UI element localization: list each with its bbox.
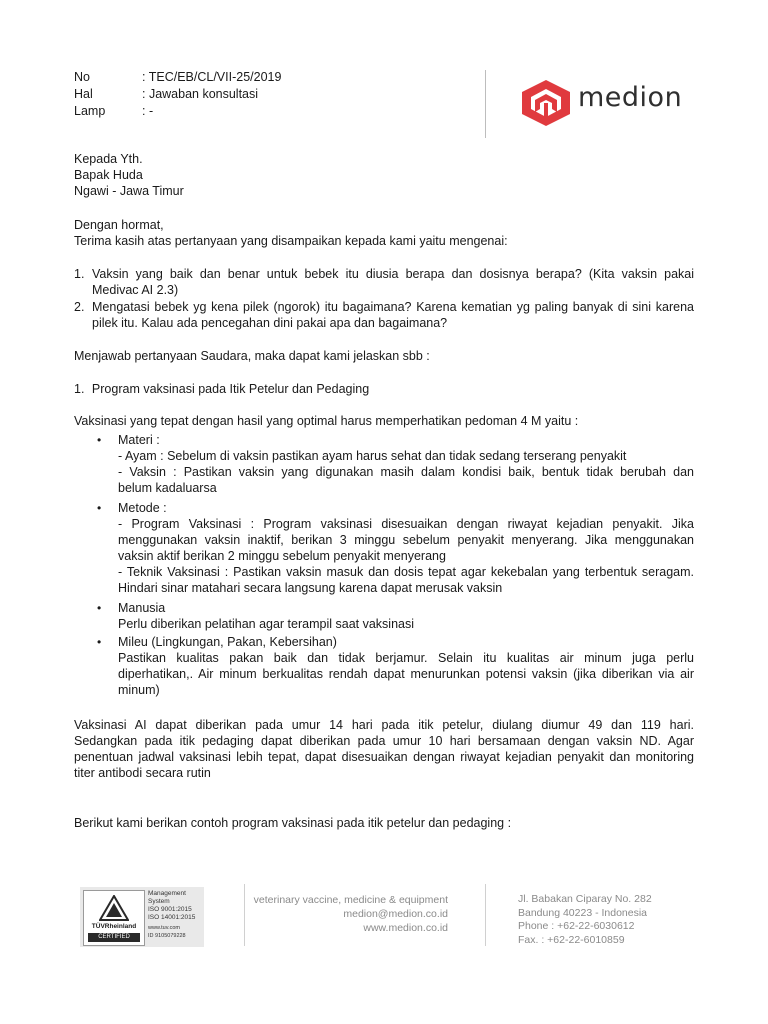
materi-title: Materi : [118, 433, 160, 447]
address-phone: Phone : +62-22-6030612 [518, 920, 635, 932]
cert-iso-2: ISO 14001:2015 [148, 914, 196, 921]
question-2-line-1: Mengatasi bebek yg kena pilek (ngorok) itu bagaimana? Karena kematian yg paling banyak di sini karena [92, 300, 694, 314]
bullet-manusia [118, 600, 694, 632]
meta-hal-value: : Jawaban konsultasi [142, 87, 259, 101]
footer-divider-left [244, 884, 245, 946]
footer-contact [254, 893, 448, 935]
manusia-title: Manusia [118, 601, 166, 615]
tuv-brand: TÜVRheinland [91, 923, 137, 930]
bullet-dot: • [97, 601, 102, 615]
paragraph-ai-line-3: penentuan jadwal vaksinasi lebih tepat, dapat disesuaikan dengan riwayat kejadian penyakit dan monitoring [74, 750, 694, 764]
question-1 [74, 266, 694, 298]
metode-line-5: Hindari sinar matahari secara langsung karena dapat merusak vaksin [118, 581, 503, 595]
cert-ms-line-1: Management [148, 890, 186, 897]
mileu-line-3: minum) [118, 683, 160, 697]
manusia-line-1: Perlu diberikan pelatihan agar terampil saat vaksinasi [118, 617, 414, 631]
greeting-line-1: Dengan hormat, [74, 218, 164, 232]
cert-id: ID 9105079228 [148, 933, 186, 939]
meta-no-value: : TEC/EB/CL/VII-25/2019 [142, 70, 282, 84]
address-line-1: Jl. Babakan Ciparay No. 282 [518, 893, 652, 905]
tuv-certified: CERTIFIED [88, 933, 140, 942]
answer-intro: Menjawab pertanyaan Saudara, maka dapat kami jelaskan sbb : [74, 349, 430, 363]
metode-line-3: vaksin aktif berikan 2 minggu sebelum penyakit menyerang [118, 549, 446, 563]
guideline-intro: Vaksinasi yang tepat dengan hasil yang optimal harus memperhatikan pedoman 4 M yaitu : [74, 414, 579, 428]
materi-line-2: - Vaksin : Pastikan vaksin yang digunakan masih dalam kondisi baik, bentuk tidak berubah dan [118, 465, 694, 479]
recipient-block [74, 151, 184, 199]
logo-wordmark: medion [578, 82, 683, 113]
section-1-title: Program vaksinasi pada Itik Petelur dan Pedaging [91, 382, 370, 396]
bullet-materi [118, 432, 694, 496]
paragraph-ai-vaccination [74, 717, 694, 781]
question-2-number: 2. [74, 300, 85, 314]
greeting-line-2: Terima kasih atas pertanyaan yang disampaikan kepada kami yaitu mengenai: [74, 234, 508, 248]
paragraph-ai-line-4: titer antibodi secara rutin [74, 766, 211, 780]
cert-details [148, 890, 195, 940]
question-1-line-2: Medivac AI 2.3) [92, 283, 179, 297]
tuv-logo [83, 890, 145, 946]
cert-iso-1: ISO 9001:2015 [148, 906, 192, 913]
paragraph-ai-line-1: Vaksinasi AI dapat diberikan pada umur 14 hari pada itik petelur, diulang diumur 49 dan 119 hari. [74, 718, 694, 732]
footer-address [518, 893, 652, 947]
footer-email[interactable]: medion@medion.co.id [343, 908, 448, 920]
meta-lamp-value: : - [142, 104, 154, 118]
meta-lamp [74, 104, 153, 118]
footer-tagline: veterinary vaccine, medicine & equipment [253, 894, 448, 906]
medion-logo [518, 74, 698, 130]
metode-line-1: - Program Vaksinasi : Program vaksinasi disesuaikan dengan riwayat kejadian penyakit. Jika [118, 517, 694, 531]
metode-title: Metode : [118, 501, 167, 515]
greeting-block [74, 217, 508, 249]
meta-hal [74, 87, 258, 101]
section-1-number: 1. [74, 382, 85, 396]
medion-logo-icon [518, 78, 574, 128]
mileu-line-2: diperhatikan,. Air minum berkualitas rendah dapat menurunkan potensi vaksin (jika diberikan via air [118, 667, 694, 681]
footer-website[interactable]: www.medion.co.id [363, 922, 448, 934]
meta-lamp-label: Lamp [74, 104, 106, 118]
bullet-metode [118, 500, 694, 596]
metode-line-4: - Teknik Vaksinasi : Pastikan vaksin masuk dan dosis tepat agar kekebalan yang terbentuk seragam. [118, 565, 694, 579]
meta-hal-label: Hal [74, 87, 93, 101]
address-fax: Fax. : +62-22-6010859 [518, 933, 625, 946]
footer-divider-right [485, 884, 486, 946]
materi-line-1: - Ayam : Sebelum di vaksin pastikan ayam harus sehat dan tidak sedang terserang penyakit [118, 449, 627, 463]
closing-line: Berikut kami berikan contoh program vaksinasi pada itik petelur dan pedaging : [74, 816, 512, 830]
bullet-dot: • [97, 635, 102, 649]
recipient-line-3: Ngawi - Jawa Timur [74, 184, 184, 198]
materi-line-3: belum kadaluarsa [118, 481, 217, 495]
metode-line-2: menggunakan vaksin inaktif, berikan 3 minggu sebelum penyakit menyerang. Jika menggunakan [118, 533, 694, 547]
question-1-number: 1. [74, 267, 85, 281]
question-2 [74, 299, 694, 331]
mileu-line-1: Pastikan kualitas pakan baik dan tidak berjamur. Selain itu kualitas air minum juga perlu [118, 651, 694, 665]
cert-ms-line-2: System [148, 898, 170, 905]
question-1-line-1: Vaksin yang baik dan benar untuk bebek itu diusia berapa dan dosisnya berapa? (Kita vaksin pakai [92, 267, 694, 281]
recipient-line-2: Bapak Huda [74, 168, 143, 182]
meta-no-label: No [74, 70, 90, 84]
tuv-triangle-icon [99, 895, 129, 921]
header-divider [485, 70, 486, 138]
recipient-line-1: Kepada Yth. [74, 152, 143, 166]
address-line-2: Bandung 40223 - Indonesia [518, 906, 648, 919]
bullet-mileu [118, 634, 694, 698]
certification-badge [80, 887, 204, 947]
section-1-heading [74, 381, 369, 397]
meta-no [74, 70, 281, 84]
bullet-dot: • [97, 501, 102, 515]
cert-web: www.tuv.com [148, 925, 180, 931]
paragraph-ai-line-2: Sedangkan pada itik pedaging dapat diberikan pada umur 10 hari bersamaan dengan vaksin ND. Agar [74, 734, 694, 748]
mileu-title: Mileu (Lingkungan, Pakan, Kebersihan) [118, 635, 337, 649]
bullet-dot: • [97, 433, 102, 447]
question-2-line-2: pilek itu. Kalau ada pencegahan dini pakai apa dan bagaimana? [92, 316, 448, 330]
